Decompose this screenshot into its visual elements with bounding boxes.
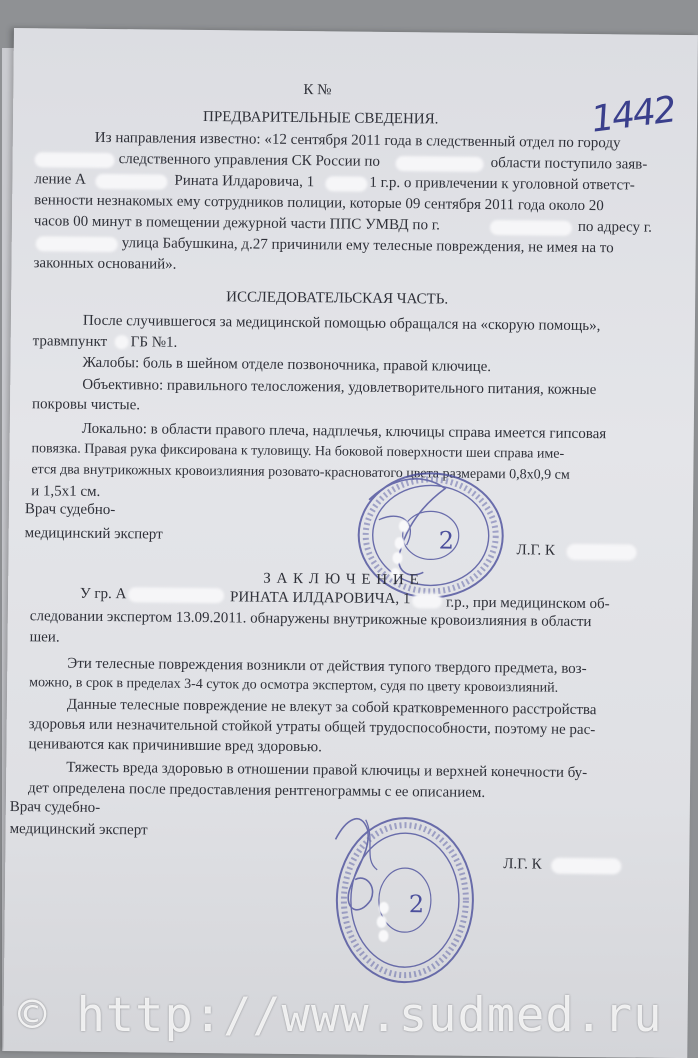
- prelim-line: 1 г.р. о привлечении к уголовной ответст-: [369, 174, 635, 194]
- prelim-line: часов 00 минут в помещении дежурной части ППС УМВД по г.: [33, 213, 441, 234]
- conclusion-line: Эти телесные повреждения возникли от действия тупого твердого предмета, воз-: [67, 655, 587, 678]
- prelim-title: ПРЕДВАРИТЕЛЬНЫЕ СВЕДЕНИЯ.: [202, 108, 439, 128]
- prelim-line: ление А: [34, 171, 86, 188]
- redaction: [36, 236, 118, 252]
- prelim-line: следственного управления СК России по: [118, 151, 381, 170]
- conclusion-line: Данные телесные повреждение не влекут за собой кратковременного расстройства: [66, 696, 597, 719]
- conclusion-line: шеи.: [29, 629, 60, 646]
- conclusion-line: можно, в срок в пределах 3-4 суток до осмотра экспертом, судя по цвету кровоизлияний.: [29, 675, 559, 696]
- conclusion-line: следовании экспертом 13.09.2011. обнаружены внутрикожные кровоизлияния в области: [29, 608, 592, 631]
- watermark: © http://www.sudmed.ru: [18, 988, 663, 1043]
- conclusion-line: здоровья или незначительной стойкой утраты общей трудоспособности, поэтому не рас-: [28, 716, 596, 739]
- stamp-number: 2: [408, 890, 425, 919]
- redaction: [566, 544, 636, 561]
- prelim-line: области поступило заяв-: [490, 154, 648, 173]
- research-line: повязка. Правая рука фиксирована к туловищу. На боковой поверхности шеи справа име-: [31, 441, 565, 462]
- prelim-line: законных оснований».: [33, 255, 177, 273]
- research-line: ГБ №1.: [130, 334, 178, 351]
- prelim-line: по адресу г.: [577, 218, 653, 236]
- prelim-line: Рината Илдаровича, 1: [174, 172, 315, 191]
- conclusion-line: У гр. А: [79, 585, 127, 603]
- research-line: Жалобы: боль в шейном отделе позвоночника, правой ключице.: [82, 354, 492, 376]
- round-seal-stamp: [304, 799, 486, 1001]
- document-page: [3, 28, 698, 1058]
- handwritten-number: 1442: [588, 89, 678, 141]
- redaction: [115, 335, 129, 349]
- research-title: ИССЛЕДОВАТЕЛЬСКАЯ ЧАСТЬ.: [226, 289, 449, 308]
- signature-name: Л.Г. К: [516, 542, 556, 559]
- redaction: [35, 152, 115, 168]
- research-line: После случившегося за медицинской помощью обращался на «скорую помощь»,: [82, 312, 601, 335]
- signature-role: Врач судебно-: [9, 798, 101, 816]
- prelim-line: улица Бабушкина, д.27 причинили ему телесные повреждения, не имея на то: [121, 235, 614, 257]
- research-line: покровы чистые.: [31, 396, 141, 414]
- conclusion-line: цениваются как причинившие вред здоровью.: [28, 736, 323, 756]
- redaction: [551, 858, 621, 875]
- signature-role: Врач судебно-: [24, 501, 116, 519]
- prelim-line: венности незнакомых ему сотрудников полиции, которые 09 сентября 2011 года около 20: [34, 192, 604, 215]
- signature-role: медицинский эксперт: [9, 820, 148, 839]
- redaction: [412, 593, 442, 608]
- stamp-number: 2: [438, 526, 455, 555]
- redaction-dots: [14, 28, 698, 35]
- research-line: и 1,5х1 см.: [31, 483, 101, 500]
- research-line: Объективно: правильного телосложения, удовлетворительного питания, кожные: [82, 376, 597, 399]
- conclusion-line: дет определена после предоставления рентгенограммы с ее описанием.: [27, 780, 486, 801]
- conclusion-line: РИНАТА ИЛДАРОВИЧА, 1: [229, 589, 411, 608]
- conclusion-line: г.р., при медицинском об-: [445, 594, 610, 613]
- doc-number-label: К №: [303, 82, 332, 99]
- signature-name: Л.Г. К: [503, 856, 542, 873]
- conclusion-title: З А К Л Ю Ч Е Н И Е: [263, 570, 420, 589]
- redaction-dots: [14, 28, 698, 35]
- redaction: [490, 220, 572, 236]
- research-line: ется два внутрикожных кровоизлияния розовато-красноватого цвета размерами 0,8х0,9 см: [31, 462, 570, 483]
- signature-role: медицинский эксперт: [24, 525, 163, 543]
- redaction: [325, 176, 367, 191]
- research-line: Локально: в области правого плеча, надплечья, ключицы справа имеется гипсовая: [81, 420, 607, 443]
- redaction: [128, 587, 224, 603]
- prelim-line: Из направления известно: «12 сентября 2011 года в следственный отдел по городу: [94, 129, 621, 152]
- redaction: [396, 156, 484, 172]
- redaction: [95, 174, 167, 190]
- conclusion-line: Тяжесть вреда здоровью в отношении правой ключицы и верхней конечности бу-: [66, 759, 588, 782]
- research-line: травмпункт: [32, 333, 108, 350]
